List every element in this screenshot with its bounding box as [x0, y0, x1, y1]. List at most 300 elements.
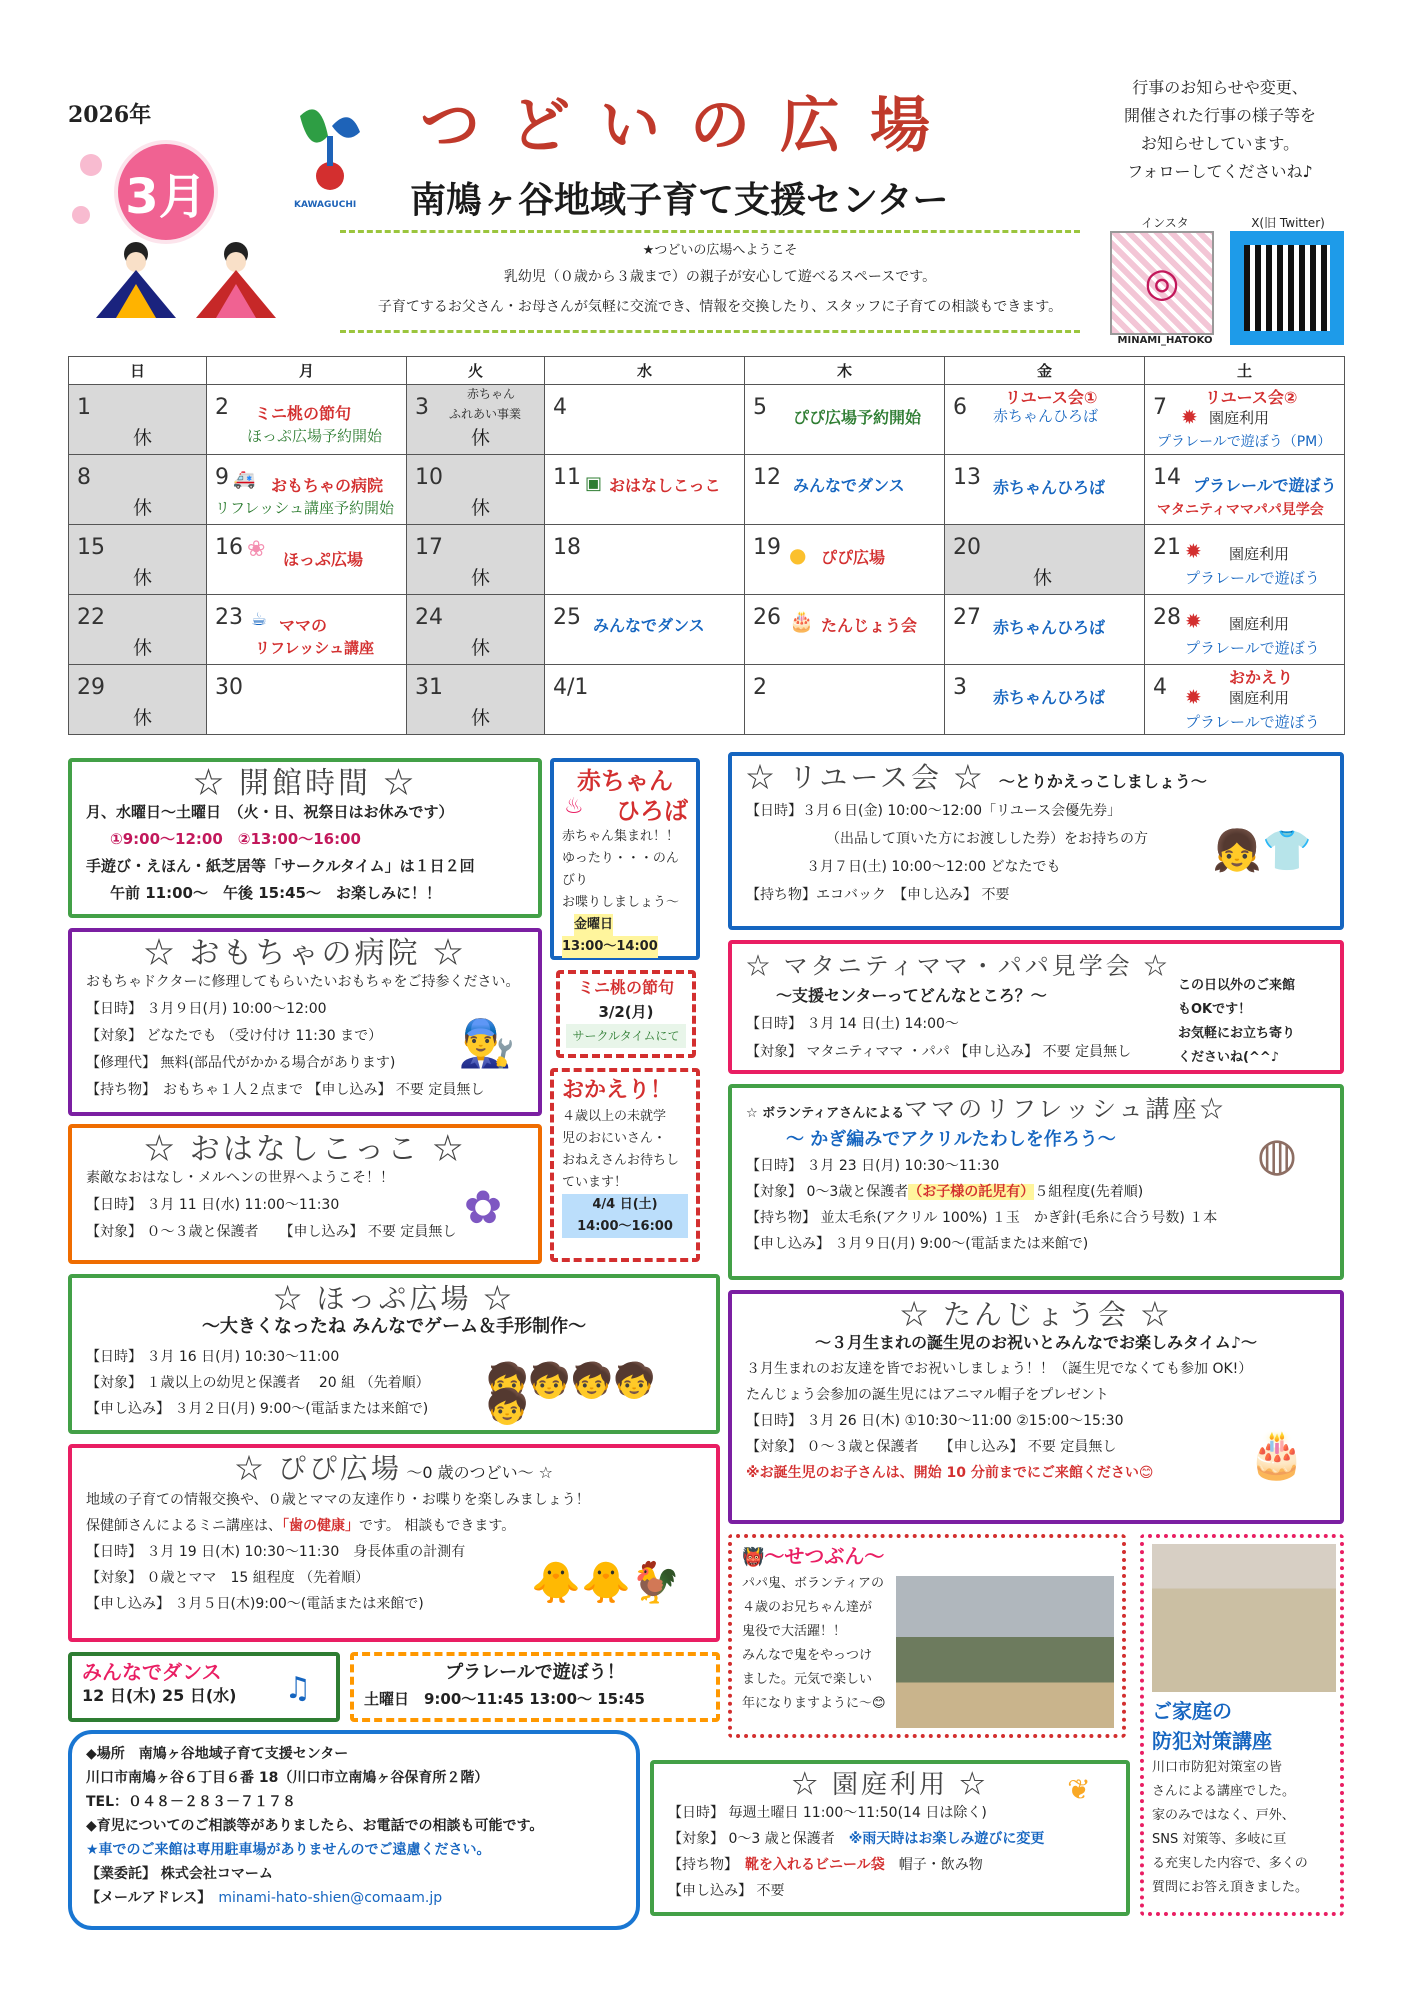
maternity-note: [1178, 974, 1295, 1070]
refresh-date: 【日時】 ３月 23 日(月) 10:30～11:30: [746, 1158, 1000, 1174]
pipi-lecture-topic: 「歯の健康」: [282, 1518, 359, 1534]
calendar-day: [945, 525, 1145, 595]
storytime-desc: 素敵なおはなし・メルヘンの世界へようこそ！！: [86, 1170, 394, 1186]
refresh-capacity: ５組程度(先着順): [1034, 1184, 1144, 1200]
closed-label: 休: [471, 637, 491, 659]
day-number: 6: [953, 395, 967, 420]
day-number: 29: [77, 675, 105, 700]
day-number: 4: [553, 395, 567, 420]
day-number: 19: [753, 535, 781, 560]
baby-plaza-box: [550, 758, 700, 960]
calendar-day: [945, 665, 1145, 735]
baby-plaza-desc: お喋りしましょう～: [562, 895, 680, 910]
calendar-day: [745, 385, 945, 455]
setsubun-desc: 鬼役で大活躍！！: [742, 1624, 847, 1639]
closed-label: 休: [133, 497, 153, 519]
event-label: ミニ桃の節句: [255, 404, 352, 423]
calendar-day: [745, 525, 945, 595]
weekday-sun: 日: [69, 357, 207, 385]
footer-parking: ★車でのご来館は専用駐車場がありませんのでご遠慮ください。: [86, 1842, 491, 1858]
footer-address: 川口市南鳩ヶ谷６丁目６番 18（川口市立南鳩ヶ谷保育所２階）: [86, 1770, 489, 1786]
day-number: 12: [753, 465, 781, 490]
pipi-plaza-header: [86, 1452, 702, 1487]
crime-prevention-title: 防犯対策講座: [1152, 1729, 1272, 1753]
calendar-day: [69, 385, 207, 455]
pipi-lecture-text: です。 相談もできます。: [359, 1518, 516, 1534]
closed-label: 休: [133, 567, 153, 589]
setsubun-desc: パパ鬼、ボランティアの: [742, 1576, 884, 1591]
event-label: ぴぴ広場予約開始: [793, 408, 922, 427]
event-label: 園庭利用: [1229, 545, 1290, 563]
footer-email-link[interactable]: minami-hato-shien@comaam.jp: [218, 1890, 443, 1906]
welcome-line: 子育てするお父さん・お母さんが気軽に交流でき、情報を交換したり、スタッフに子育ての相談もできます。: [377, 299, 1063, 315]
day-number: 13: [953, 465, 981, 490]
cake-icon: 🎂: [789, 609, 814, 633]
hina-dolls-illustration: [76, 240, 306, 320]
day-number: 28: [1153, 605, 1181, 630]
reuse-date-2: ３月７日(土) 10:00～12:00 どなたでも: [806, 859, 1061, 875]
pipi-plaza-desc: 地域の子育ての情報交換や、０歳とママの友達作り・お喋りを楽しみましょう！: [86, 1492, 590, 1508]
welcome-line: 乳幼児（０歳から３歳まで）の親子が安心して遊べるスペースです。: [503, 269, 937, 285]
cup-icon: ☕: [251, 609, 268, 630]
event-label: ぴぴ広場: [821, 548, 886, 567]
follow-line: お知らせしています。: [1140, 134, 1300, 153]
center-name: 南鳩ヶ谷地域子育て支援センター: [410, 180, 949, 221]
event-label: リフレッシュ講座: [255, 639, 374, 657]
decorative-vine: [340, 330, 1080, 340]
calendar-week: [69, 665, 1345, 735]
pipi-plaza-target: 【対象】 ０歳とママ 15 組程度 （先着順）: [86, 1570, 370, 1586]
toy-doctor-illustration: 👨‍🔧: [458, 1015, 516, 1070]
music-note-icon: ♫: [284, 1671, 312, 1706]
day-number: 3: [953, 675, 967, 700]
plarail-time: 土曜日 9:00～11:45 13:00～ 15:45: [364, 1690, 645, 1708]
calendar-day: [545, 665, 745, 735]
closed-label: 休: [133, 427, 153, 449]
birthday-box: [728, 1290, 1344, 1524]
footer-location: ◆場所 南鳩ヶ谷地域子育て支援センター: [86, 1746, 349, 1762]
reuse-bring: 【持ち物】エコバック 【申し込み】 不要: [746, 887, 1010, 903]
ambulance-icon: 🚑: [233, 469, 256, 490]
chick-icon: ●: [789, 543, 807, 567]
day-number: 2: [753, 675, 767, 700]
flower-illustration: ✿: [463, 1179, 503, 1234]
setsubun-desc: ました。元気で楽しい: [742, 1672, 873, 1687]
reuse-illustration: 👧👕: [1212, 828, 1312, 874]
day-number: 4: [1153, 675, 1167, 700]
closed-label: 休: [133, 637, 153, 659]
closed-label: 休: [471, 707, 491, 729]
weekday-header: [69, 357, 1345, 385]
refresh-title: ママのリフレッシュ講座☆: [904, 1095, 1227, 1123]
weekday-tue: 火: [407, 357, 545, 385]
calendar-day: [207, 455, 407, 525]
circle-time-info: 手遊び・えほん・紙芝居等「サークルタイム」は１日２回: [86, 857, 475, 875]
okaeri-title: おかえり！: [562, 1078, 673, 1103]
hop-plaza-box: [68, 1274, 720, 1434]
garden-rain-note: ※雨天時はお楽しみ遊びに変更: [848, 1831, 1045, 1847]
weekday-sat: 土: [1145, 357, 1345, 385]
reuse-subtitle: ～とりかえっこしましょう～: [998, 772, 1207, 791]
mini-momo-date: 3/2(月): [598, 1003, 654, 1021]
pipi-plaza-lecture: [86, 1513, 702, 1539]
toy-hospital-date: 【日時】 ３月９日(月) 10:00～12:00: [86, 1001, 327, 1017]
garden-bring-label: 【持ち物】: [668, 1857, 731, 1873]
sun-icon: ✹: [1185, 539, 1202, 563]
birthday-cake-illustration: 🎂: [1248, 1427, 1306, 1481]
event-label: ふれあい事業: [449, 407, 522, 421]
birthday-subtitle: ～３月生まれの誕生児のお祝いとみんなでお楽しみタイム♪～: [815, 1333, 1257, 1352]
day-number: 9: [215, 465, 229, 490]
footer-email-row: [86, 1886, 622, 1910]
event-label: マタニティママパパ見学会: [1157, 502, 1324, 518]
baby-plaza-title: 赤ちゃん: [577, 767, 673, 795]
garden-bring-other: 帽子・飲み物: [898, 1857, 983, 1873]
event-label: 園庭利用: [1229, 615, 1290, 633]
pipi-plaza-title: ☆ ぴぴ広場: [234, 1452, 402, 1485]
okaeri-desc: ています！: [562, 1175, 628, 1190]
instagram-handle: MINAMI_HATOKO: [1117, 335, 1213, 346]
footer-phone: TEL：０４８－２８３－７１７８: [86, 1794, 297, 1810]
refresh-subtitle: ～ かぎ編みでアクリルたわしを作ろう～: [786, 1129, 1116, 1150]
birthday-title: ☆ たんじょう会 ☆: [900, 1298, 1172, 1331]
maternity-note-line: この日以外のご来館: [1178, 978, 1296, 993]
maternity-note-line: お気軽にお立ち寄り: [1178, 1026, 1296, 1041]
closed-label: 休: [133, 707, 153, 729]
setsubun-desc: 年になりますように～😊: [742, 1696, 886, 1711]
day-number: 31: [415, 675, 443, 700]
calendar-day: [69, 525, 207, 595]
calendar-day: [207, 595, 407, 665]
kawaguchi-logo: [290, 96, 370, 216]
event-label: 赤ちゃん: [467, 387, 516, 401]
day-number: 17: [415, 535, 443, 560]
calendar-week: [69, 385, 1345, 455]
chicken-illustration: 🐥🐥🐓: [531, 1560, 681, 1606]
day-number: 4/1: [553, 675, 589, 700]
refresh-target-text: 【対象】 0～3歳と保護者: [746, 1184, 909, 1200]
event-label: 赤ちゃんひろば: [993, 407, 1099, 425]
weekday-fri: 金: [945, 357, 1145, 385]
book-icon: ▣: [585, 473, 603, 494]
crime-prevention-desc: る充実した内容で、多くの: [1152, 1856, 1308, 1871]
footer-consult: ◆育児についてのご相談等がありましたら、お電話での相談も可能です。: [86, 1818, 544, 1834]
event-label: おかえり: [1229, 668, 1294, 687]
welcome-text: [360, 240, 1080, 322]
baby-plaza-desc: 赤ちゃん集まれ！！: [562, 829, 680, 844]
calendar-day: [207, 665, 407, 735]
setsubun-desc: みんなで鬼をやっつけ: [742, 1648, 873, 1663]
calendar-day: [1145, 665, 1345, 735]
event-label: プラレールで遊ぼう: [1185, 569, 1320, 587]
x-block: [1230, 214, 1346, 345]
calendar-day: [207, 525, 407, 595]
sun-icon: ✹: [1185, 609, 1202, 633]
okaeri-desc: ４歳以上の未就学: [562, 1109, 667, 1124]
event-label: プラレールで遊ぼう: [1185, 639, 1320, 657]
opening-hours-title: ☆ 開館時間 ☆: [193, 766, 417, 801]
follow-line: 開催された行事の様子等を: [1123, 106, 1316, 125]
instagram-label: インスタ: [1141, 216, 1189, 230]
okaeri-desc: 児のおにいさん・: [562, 1131, 667, 1146]
reuse-title: ☆ リユース会 ☆: [746, 761, 985, 794]
day-number: 15: [77, 535, 105, 560]
children-illustration: 🧒🧒🧒🧒🧒: [486, 1361, 656, 1427]
calendar-week: [69, 595, 1345, 665]
circle-time-schedule: 午前 11:00～ 午後 15:45～ お楽しみに！！: [110, 884, 441, 902]
day-number: 21: [1153, 535, 1181, 560]
event-label: おはなしこっこ: [609, 476, 721, 495]
reuse-header: [746, 761, 1326, 797]
calendar-day: [1145, 525, 1345, 595]
event-label: リフレッシュ講座予約開始: [215, 499, 394, 517]
maternity-title: ☆ マタニティママ・パパ見学会 ☆: [746, 952, 1171, 980]
calendar-week: [69, 525, 1345, 595]
hop-plaza-title: ☆ ほっぷ広場 ☆: [273, 1282, 515, 1315]
maternity-note-line: もOKです！: [1178, 1002, 1252, 1017]
okaeri-date: 4/4 日(土): [562, 1194, 688, 1216]
opening-hours-box: [68, 758, 542, 918]
maternity-box: [728, 940, 1344, 1074]
setsubun-title: ～せつぶん～: [764, 1544, 885, 1568]
garden-box: [650, 1760, 1130, 1916]
welcome-title: ★つどいの広場へようこそ: [642, 243, 798, 258]
footer-operator: 【業委託】 株式会社コマーム: [86, 1866, 273, 1882]
garden-date: 【日時】 毎週土曜日 11:00～11:50(14 日は除く): [668, 1805, 987, 1821]
calendar-day: [69, 665, 207, 735]
refresh-lecture-box: [728, 1084, 1344, 1280]
toy-hospital-target: 【対象】 どなたでも （受け付け 11:30 まで）: [86, 1028, 383, 1044]
hop-plaza-target: 【対象】 １歳以上の幼児と保護者 20 組 （先着順）: [86, 1375, 430, 1391]
event-label: みんなでダンス: [593, 616, 705, 635]
calendar-day: [745, 455, 945, 525]
refresh-apply: 【申し込み】 ３月９日(月) 9:00～(電話または来館で): [746, 1236, 1089, 1252]
day-number: 22: [77, 605, 105, 630]
opening-hours-times: ①9:00～12:00 ②13:00～16:00: [110, 830, 361, 848]
pipi-plaza-box: [68, 1444, 720, 1642]
toy-hospital-bring: 【持ち物】 おもちゃ１人２点まで 【申し込み】 不要 定員無し: [86, 1082, 485, 1098]
calendar-day: [1145, 385, 1345, 455]
event-label: 赤ちゃんひろば: [993, 478, 1106, 497]
calendar-day: [945, 455, 1145, 525]
event-label: おもちゃの病院: [271, 476, 384, 495]
calendar-day: [745, 595, 945, 665]
page-title: つどいの広場: [420, 91, 960, 161]
footer-info-box: [68, 1730, 640, 1930]
year-label: 2026年: [68, 102, 152, 128]
day-number: 20: [953, 535, 981, 560]
event-label: たんじょう会: [821, 616, 918, 635]
mini-momo-box: [556, 970, 696, 1058]
maternity-subtitle: ～支援センターってどんなところ？～: [776, 986, 1047, 1005]
calendar-day: [945, 595, 1145, 665]
instagram-icon: ◎: [1144, 260, 1180, 306]
pipi-lecture-text: 保健師さんによるミニ講座は、: [86, 1518, 282, 1534]
closed-label: 休: [1033, 567, 1053, 589]
garden-title: ☆ 園庭利用 ☆: [791, 1770, 989, 1800]
event-label: みんなでダンス: [793, 476, 905, 495]
garden-bring-bag: 靴を入れるビニール袋: [745, 1857, 885, 1873]
calendar-day: [1145, 455, 1345, 525]
crime-prevention-desc: 質問にお答え頂きました。: [1152, 1880, 1309, 1895]
okaeri-box: [550, 1068, 700, 1262]
day-number: 25: [553, 605, 581, 630]
event-label: リユース会②: [1205, 388, 1298, 407]
okaeri-desc: おねえさんお待ちし: [562, 1153, 680, 1168]
decorative-vine: [340, 230, 1080, 240]
hop-plaza-apply: 【申し込み】 ３月２日(月) 9:00～(電話または来館で): [86, 1401, 429, 1417]
garden-apply: 【申し込み】 不要: [668, 1883, 785, 1899]
month-badge: 3月: [114, 140, 218, 244]
calendar-day: [545, 525, 745, 595]
calendar-day: [69, 455, 207, 525]
opening-hours-days: 月、水曜日～土曜日 （火・日、祝祭日はお休みです）: [86, 803, 454, 821]
day-number: 26: [753, 605, 781, 630]
closed-label: 休: [471, 427, 491, 449]
yarn-illustration: ◍: [1256, 1127, 1298, 1181]
garden-target-text: 【対象】 0～3 歳と保護者: [668, 1831, 835, 1847]
day-number: 14: [1153, 465, 1181, 490]
okaeri-time: 14:00～16:00: [562, 1216, 688, 1238]
event-label: 赤ちゃんひろば: [993, 688, 1106, 707]
calendar-day: [407, 665, 545, 735]
birthday-note: ※お誕生児のお子さんは、開始 10 分前までにご来館ください😊: [746, 1465, 1154, 1481]
event-label: プラレールで遊ぼう: [1185, 713, 1320, 731]
reuse-box: [728, 752, 1344, 930]
instagram-qr-code[interactable]: [1110, 231, 1214, 335]
setsubun-photo: [896, 1576, 1114, 1728]
day-number: 18: [553, 535, 581, 560]
event-label: リユース会①: [1005, 388, 1098, 407]
day-number: 24: [415, 605, 443, 630]
hop-plaza-subtitle: ～大きくなったね みんなでゲーム＆手形制作～: [201, 1316, 587, 1337]
weekday-mon: 月: [207, 357, 407, 385]
day-number: 3: [415, 395, 429, 420]
follow-line: 行事のお知らせや変更、: [1132, 78, 1308, 97]
calendar-day: [407, 525, 545, 595]
instagram-block: [1110, 214, 1220, 346]
day-number: 10: [415, 465, 443, 490]
sun-icon: ✹: [1185, 685, 1202, 709]
toy-hospital-fee: 【修理代】 無料(部品代がかかる場合があります): [86, 1055, 396, 1071]
rabbit-icon: ❀: [247, 537, 266, 562]
mini-momo-title: ミニ桃の節句: [577, 978, 674, 997]
day-number: 27: [953, 605, 981, 630]
calendar-table: [68, 356, 1345, 735]
pipi-plaza-apply: 【申し込み】 ３月５日(木)9:00～(電話または来館で): [86, 1596, 424, 1612]
dance-dates: 12 日(木) 25 日(水): [82, 1686, 237, 1705]
calendar-day: [69, 595, 207, 665]
crime-prevention-box: [1140, 1534, 1344, 1916]
refresh-bring: 【持ち物】 並太毛糸(アクリル 100%) １玉 かぎ針(毛糸に合う号数) １本: [746, 1210, 1218, 1226]
garden-bring: [668, 1852, 1112, 1878]
storytime-target: 【対象】 ０～３歳と保護者 【申し込み】 不要 定員無し: [86, 1224, 457, 1240]
pipi-plaza-date: 【日時】 ３月 19 日(木) 10:30～11:30 身長体重の計測有: [86, 1544, 466, 1560]
follow-line: フォローしてくださいね♪: [1127, 162, 1313, 181]
plarail-title: プラレールで遊ぼう！: [445, 1662, 625, 1683]
calendar-day: [945, 385, 1145, 455]
baby-plaza-desc: ゆったり・・・のんびり: [562, 851, 679, 888]
hop-plaza-date: 【日時】 ３月 16 日(月) 10:30～11:00: [86, 1349, 340, 1365]
crime-prevention-desc: SNS 対策等、多岐に亘: [1152, 1832, 1287, 1847]
pipi-plaza-subtitle: ～0 歳のつどい～ ☆: [406, 1463, 554, 1482]
calendar-day: [545, 455, 745, 525]
baby-bottle-icon: ♨: [564, 794, 584, 819]
calendar-day: [745, 665, 945, 735]
event-label: 赤ちゃんひろば: [993, 618, 1106, 637]
day-number: 23: [215, 605, 243, 630]
logo-text: KAWAGUCHI: [294, 200, 357, 210]
birthday-desc: ３月生まれのお友達を皆でお祝いしましょう！！（誕生児でなくても参加 OK!）: [746, 1361, 1253, 1377]
calendar-day: [407, 455, 545, 525]
day-number: 8: [77, 465, 91, 490]
calendar-day: [207, 385, 407, 455]
reuse-condition: （出品して頂いた方にお渡しした券）をお持ちの方: [826, 831, 1148, 847]
calendar-day: [407, 595, 545, 665]
storytime-box: [68, 1124, 542, 1264]
crime-prevention-desc: さんによる講座でした。: [1152, 1784, 1296, 1799]
event-label: ほっぷ広場: [283, 550, 364, 569]
birthday-target: 【対象】 ０～３歳と保護者 【申し込み】 不要 定員無し: [746, 1439, 1117, 1455]
toy-hospital-box: [68, 928, 542, 1116]
event-label: 園庭利用: [1209, 409, 1270, 427]
day-number: 30: [215, 675, 243, 700]
day-number: 11: [553, 465, 581, 490]
plarail-box: [350, 1652, 720, 1722]
calendar-week: [69, 455, 1345, 525]
day-number: 2: [215, 395, 229, 420]
day-number: 1: [77, 395, 91, 420]
event-label: ほっぷ広場予約開始: [247, 427, 383, 445]
sun-icon: ✹: [1181, 405, 1198, 429]
dance-box: [68, 1652, 340, 1722]
refresh-childcare: （お子様の託児有）: [908, 1184, 1035, 1200]
setsubun-box: [728, 1534, 1126, 1738]
footer-email-label: 【メールアドレス】: [86, 1890, 205, 1906]
refresh-pre: ☆ ボランティアさんによる: [746, 1106, 905, 1121]
crime-prevention-desc: 川口市防犯対策室の皆: [1152, 1760, 1283, 1775]
maternity-note-line: くださいね(^^♪: [1178, 1050, 1280, 1065]
baby-plaza-time: 13:00～14:00: [562, 936, 658, 958]
toy-hospital-title: ☆ おもちゃの病院 ☆: [143, 936, 467, 971]
birthday-date: 【日時】 ３月 26 日(木) ①10:30～11:00 ②15:00～15:30: [746, 1413, 1124, 1429]
weekday-thu: 木: [745, 357, 945, 385]
x-qr-code[interactable]: [1230, 231, 1344, 345]
closed-label: 休: [471, 567, 491, 589]
event-label: プラレールで遊ぼう: [1193, 476, 1337, 495]
calendar-day: [545, 385, 745, 455]
storytime-title: ☆ おはなしこっこ ☆: [144, 1132, 466, 1167]
maternity-date: 【日時】 ３月 14 日(土) 14:00～: [746, 1016, 959, 1032]
day-number: 16: [215, 535, 243, 560]
calendar-day: [1145, 595, 1345, 665]
oni-icon: 👹: [742, 1547, 765, 1568]
setsubun-header: [742, 1544, 1112, 1572]
event-label: 園庭利用: [1229, 689, 1290, 707]
maternity-target: 【対象】 マタニティママ ・パパ 【申し込み】 不要 定員無し: [746, 1044, 1132, 1060]
reuse-date-1: 【日時】３月６日(金) 10:00～12:00「リユース会優先券」: [746, 803, 1122, 819]
butterfly-icon: ❦: [1067, 1773, 1091, 1806]
crime-prevention-title: ご家庭の: [1152, 1699, 1232, 1723]
birthday-gift: たんじょう会参加の誕生児にはアニマル帽子をプレゼント: [746, 1387, 1109, 1403]
calendar-day: [545, 595, 745, 665]
calendar-day: [407, 385, 545, 455]
event-label: ママの: [279, 616, 328, 635]
toy-hospital-desc: おもちゃドクターに修理してもらいたいおもちゃをご持参ください。: [86, 974, 520, 990]
mini-momo-note: サークルタイムにて: [566, 1024, 686, 1048]
day-number: 5: [753, 395, 767, 420]
setsubun-desc: ４歳のお兄ちゃん達が: [742, 1600, 873, 1615]
